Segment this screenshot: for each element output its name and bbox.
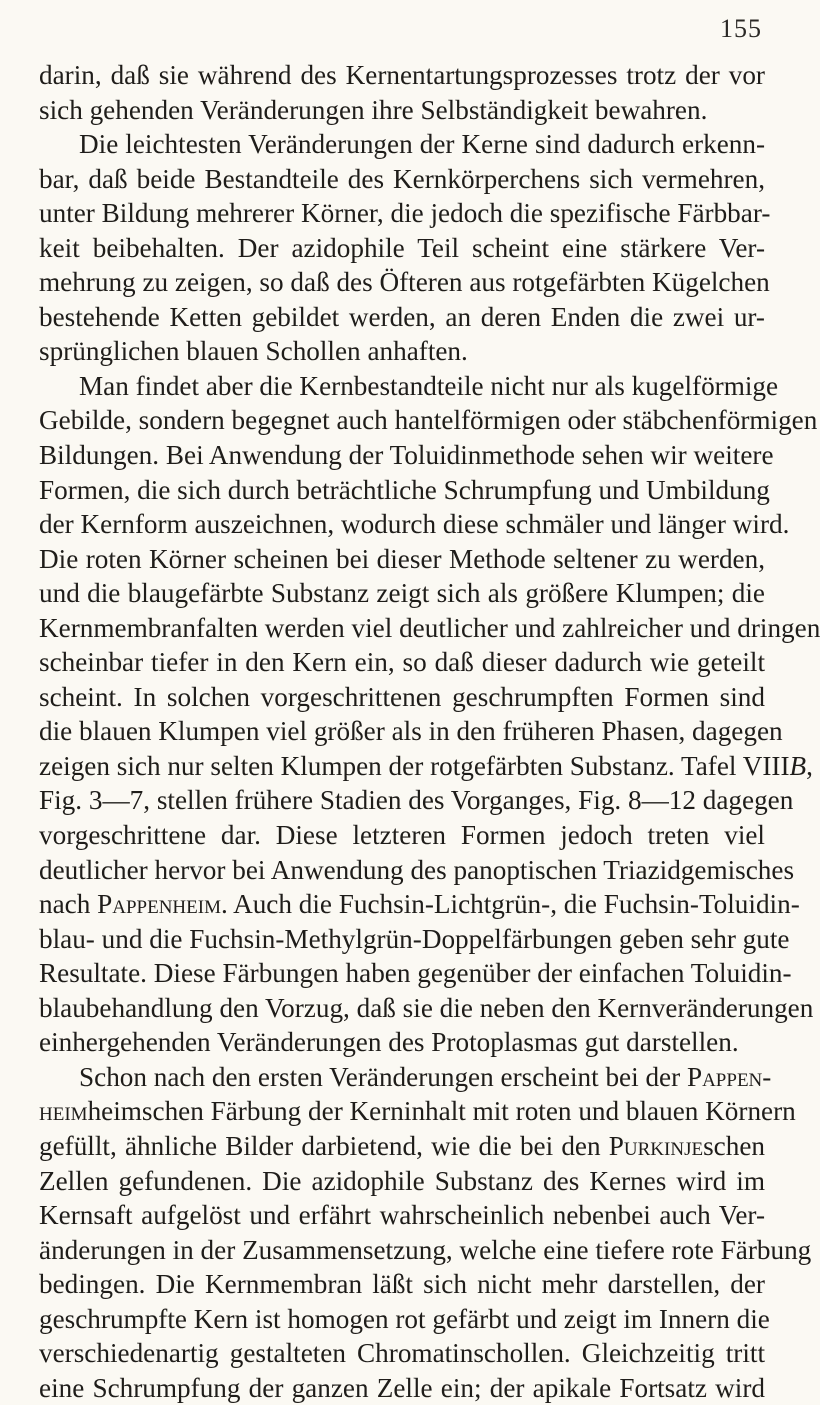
text-line [39, 1094, 796, 1129]
author-name: Purkinje [608, 1130, 704, 1161]
text-line: Formen, die sich durch beträchtliche Schrumpfung und Umbildung [39, 474, 770, 505]
text-line: änderungen in der Zusammensetzung, welche eine tiefere rote Färbung [39, 1234, 812, 1265]
text-segment: nach [39, 889, 91, 920]
text-line: sprünglichen blauen Schollen anhaften. [39, 336, 468, 367]
author-name: heim [39, 1096, 88, 1127]
text-line: Die leichtesten Veränderungen der Kerne sind dadurch erkenn- [79, 129, 765, 160]
text-line: Man findet aber die Kernbestandteile nicht nur als kugelförmige [79, 370, 779, 401]
text-line [39, 887, 800, 922]
text-line [39, 1129, 765, 1164]
text-line: geschrumpfte Kern ist homogen rot gefärbt und zeigt im Innern die [39, 1303, 770, 1334]
text-line: Bildungen. Bei Anwendung der Toluidinmethode sehen wir weitere [39, 440, 774, 471]
plate-letter: B [789, 750, 807, 781]
text-line: darin, daß sie während des Kernentartungsprozesses trotz der vor [39, 60, 765, 90]
text-line: einhergehenden Veränderungen des Protoplasmas gut darstellen. [39, 1027, 739, 1058]
body-text [39, 58, 820, 1405]
text-line: Resultate. Diese Färbungen haben gegenüber der einfachen Toluidin- [39, 958, 792, 989]
text-segment: gefüllt, ähnliche Bilder darbietend, wie die bei den [39, 1130, 601, 1161]
text-line: vorgeschrittene dar. Diese letzteren Formen jedoch treten viel [39, 820, 765, 851]
text-line: Kernmembranfalten werden viel deutlicher und zahlreicher und dringen [39, 612, 820, 643]
text-line: sich gehenden Veränderungen ihre Selbständigkeit bewahren. [39, 94, 708, 125]
text-line: scheint. In solchen vorgeschrittenen geschrumpften Formen sind [39, 681, 765, 712]
text-line: Gebilde, sondern begegnet auch hantelförmigen oder stäbchenförmigen [39, 405, 818, 436]
text-line: scheinbar tiefer in den Kern ein, so daß dieser dadurch wie geteilt [39, 647, 765, 678]
text-line: bestehende Ketten gebildet werden, an deren Enden die zwei ur- [39, 301, 765, 332]
text-segment: schen [703, 1130, 765, 1161]
text-line: bedingen. Die Kernmembran läßt sich nicht mehr darstellen, der [39, 1269, 765, 1300]
text-segment: . Auch die Fuchsin-Lichtgrün-, die Fuchsin-Toluidin- [220, 889, 800, 920]
text-line [39, 1060, 772, 1095]
text-line: keit beibehalten. Der azidophile Teil scheint eine stärkere Ver- [39, 232, 765, 263]
text-line: Die roten Körner scheinen bei dieser Methode seltener zu werden, [39, 543, 765, 574]
text-line: bar, daß beide Bestandteile des Kernkörperchens sich vermehren, [39, 163, 765, 194]
text-line: eine Schrumpfung der ganzen Zelle ein; der apikale Fortsatz wird [39, 1372, 765, 1403]
text-segment: heimschen Färbung der Kerninhalt mit roten und blauen Körnern [87, 1096, 796, 1127]
text-line: unter Bildung mehrerer Körner, die jedoch die spezifische Färbbar- [39, 198, 771, 229]
text-line: die blauen Klumpen viel größer als in den früheren Phasen, dagegen [39, 716, 783, 747]
text-line: der Kernform auszeichnen, wodurch diese schmäler und länger wird. [39, 509, 790, 540]
text-segment: , [806, 750, 813, 781]
text-line: deutlicher hervor bei Anwendung des panoptischen Triazidgemisches [39, 854, 795, 885]
text-line: blaubehandlung den Vorzug, daß sie die neben den Kernveränderungen [39, 992, 814, 1023]
text-line [39, 749, 813, 784]
text-line: Kernsaft aufgelöst und erfährt wahrscheinlich nebenbei auch Ver- [39, 1200, 765, 1231]
author-name: Pappenheim [97, 889, 221, 920]
page-number: 155 [720, 14, 762, 43]
text-line: verschiedenartig gestalteten Chromatinschollen. Gleichzeitig tritt [39, 1338, 765, 1369]
text-segment: zeigen sich nur selten Klumpen der rotgefärbten Substanz. Tafel VIII [39, 750, 790, 781]
text-line: blau- und die Fuchsin-Methylgrün-Doppelfärbungen geben sehr gute [39, 923, 790, 954]
text-line: Zellen gefundenen. Die azidophile Substanz des Kernes wird im [39, 1165, 765, 1196]
text-line: Fig. 3—7, stellen frühere Stadien des Vorganges, Fig. 8—12 dagegen [39, 785, 794, 816]
text-segment: Schon nach den ersten Veränderungen erscheint bei der [79, 1061, 681, 1092]
author-name: Pappen- [686, 1061, 772, 1092]
text-line: mehrung zu zeigen, so daß des Öfteren aus rotgefärbten Kügelchen [39, 267, 770, 298]
text-line: und die blaugefärbte Substanz zeigt sich als größere Klumpen; die [39, 578, 765, 609]
